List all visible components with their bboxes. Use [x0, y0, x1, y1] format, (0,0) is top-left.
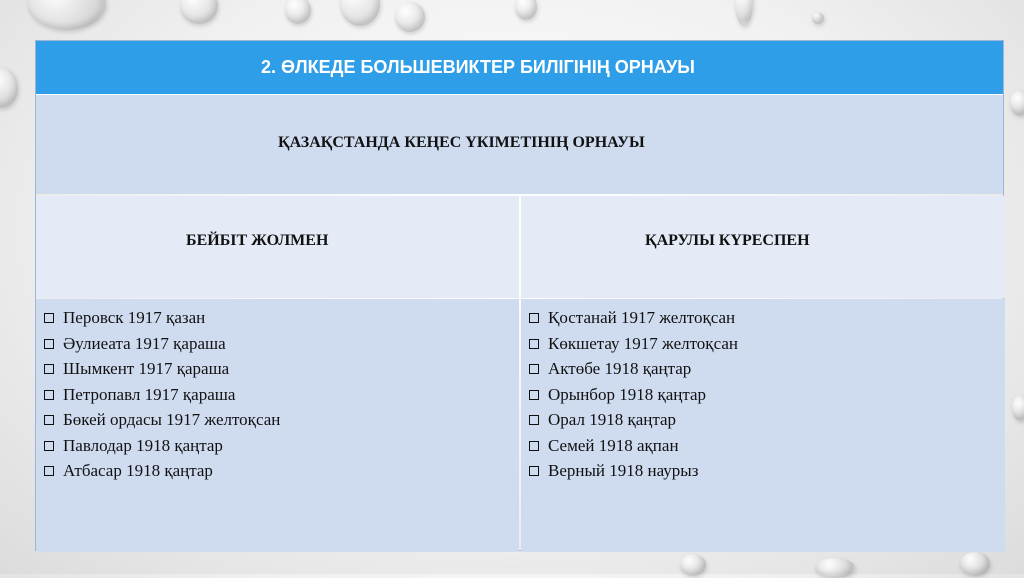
- water-drop-decoration: [1010, 90, 1024, 116]
- checkbox-bullet-icon: [529, 339, 539, 349]
- armed-list: [521, 299, 1005, 484]
- list-item: Шымкент 1917 қараша: [44, 356, 519, 382]
- water-drop-decoration: [180, 0, 218, 24]
- checkbox-bullet-icon: [44, 390, 54, 400]
- water-drop-decoration: [28, 0, 106, 30]
- checkbox-bullet-icon: [44, 313, 54, 323]
- list-item: Петропавл 1917 қараша: [44, 382, 519, 408]
- list-item: Орынбор 1918 қаңтар: [529, 382, 1005, 408]
- water-drop-decoration: [395, 2, 425, 32]
- list-item: Верный 1918 наурыз: [529, 458, 1005, 484]
- checkbox-bullet-icon: [529, 415, 539, 425]
- list-item: Бөкей ордасы 1917 желтоқсан: [44, 407, 519, 433]
- checkbox-bullet-icon: [529, 364, 539, 374]
- list-item: Орал 1918 қаңтар: [529, 407, 1005, 433]
- table-main-heading-row: [36, 94, 1003, 194]
- column-heading-cell: [36, 196, 519, 298]
- checkbox-bullet-icon: [529, 390, 539, 400]
- checkbox-bullet-icon: [44, 364, 54, 374]
- list-item: Көкшетау 1917 желтоқсан: [529, 331, 1005, 357]
- column-heading-cell: [521, 196, 1005, 298]
- checkbox-bullet-icon: [529, 466, 539, 476]
- water-drop-decoration: [812, 12, 824, 24]
- water-drop-decoration: [960, 552, 990, 576]
- list-item: Қостанай 1917 желтоқсан: [529, 305, 1005, 331]
- column-heading-peaceful: БЕЙБІТ ЖОЛМЕН: [186, 232, 329, 249]
- water-drop-decoration: [0, 68, 18, 108]
- water-drop-decoration: [515, 0, 537, 20]
- list-item: Семей 1918 ақпан: [529, 433, 1005, 459]
- list-cell-peaceful: [36, 299, 519, 552]
- checkbox-bullet-icon: [44, 339, 54, 349]
- checkbox-bullet-icon: [44, 441, 54, 451]
- list-cell-armed: [521, 299, 1005, 552]
- checkbox-bullet-icon: [44, 466, 54, 476]
- checkbox-bullet-icon: [529, 313, 539, 323]
- water-drop-decoration: [285, 0, 311, 24]
- column-heading-armed: ҚАРУЛЫ КҮРЕСПЕН: [645, 232, 810, 249]
- peaceful-list: [36, 299, 519, 484]
- main-heading: ҚАЗАҚСТАНДА КЕҢЕС ҮКІМЕТІНІҢ ОРНАУЫ: [278, 134, 645, 151]
- table-title: 2. ӨЛКЕДЕ БОЛЬШЕВИКТЕР БИЛІГІНІҢ ОРНАУЫ: [36, 41, 1003, 94]
- water-drop-decoration: [1012, 395, 1024, 421]
- list-item: Әулиеата 1917 қараша: [44, 331, 519, 357]
- water-drop-decoration: [735, 0, 753, 26]
- list-item: Павлодар 1918 қаңтар: [44, 433, 519, 459]
- list-item: Перовск 1917 қазан: [44, 305, 519, 331]
- checkbox-bullet-icon: [529, 441, 539, 451]
- checkbox-bullet-icon: [44, 415, 54, 425]
- history-table: [35, 40, 1004, 551]
- list-item: Атбасар 1918 қаңтар: [44, 458, 519, 484]
- list-item: Актөбе 1918 қаңтар: [529, 356, 1005, 382]
- water-drop-decoration: [815, 558, 855, 578]
- water-drop-decoration: [340, 0, 380, 26]
- water-drop-decoration: [680, 554, 706, 576]
